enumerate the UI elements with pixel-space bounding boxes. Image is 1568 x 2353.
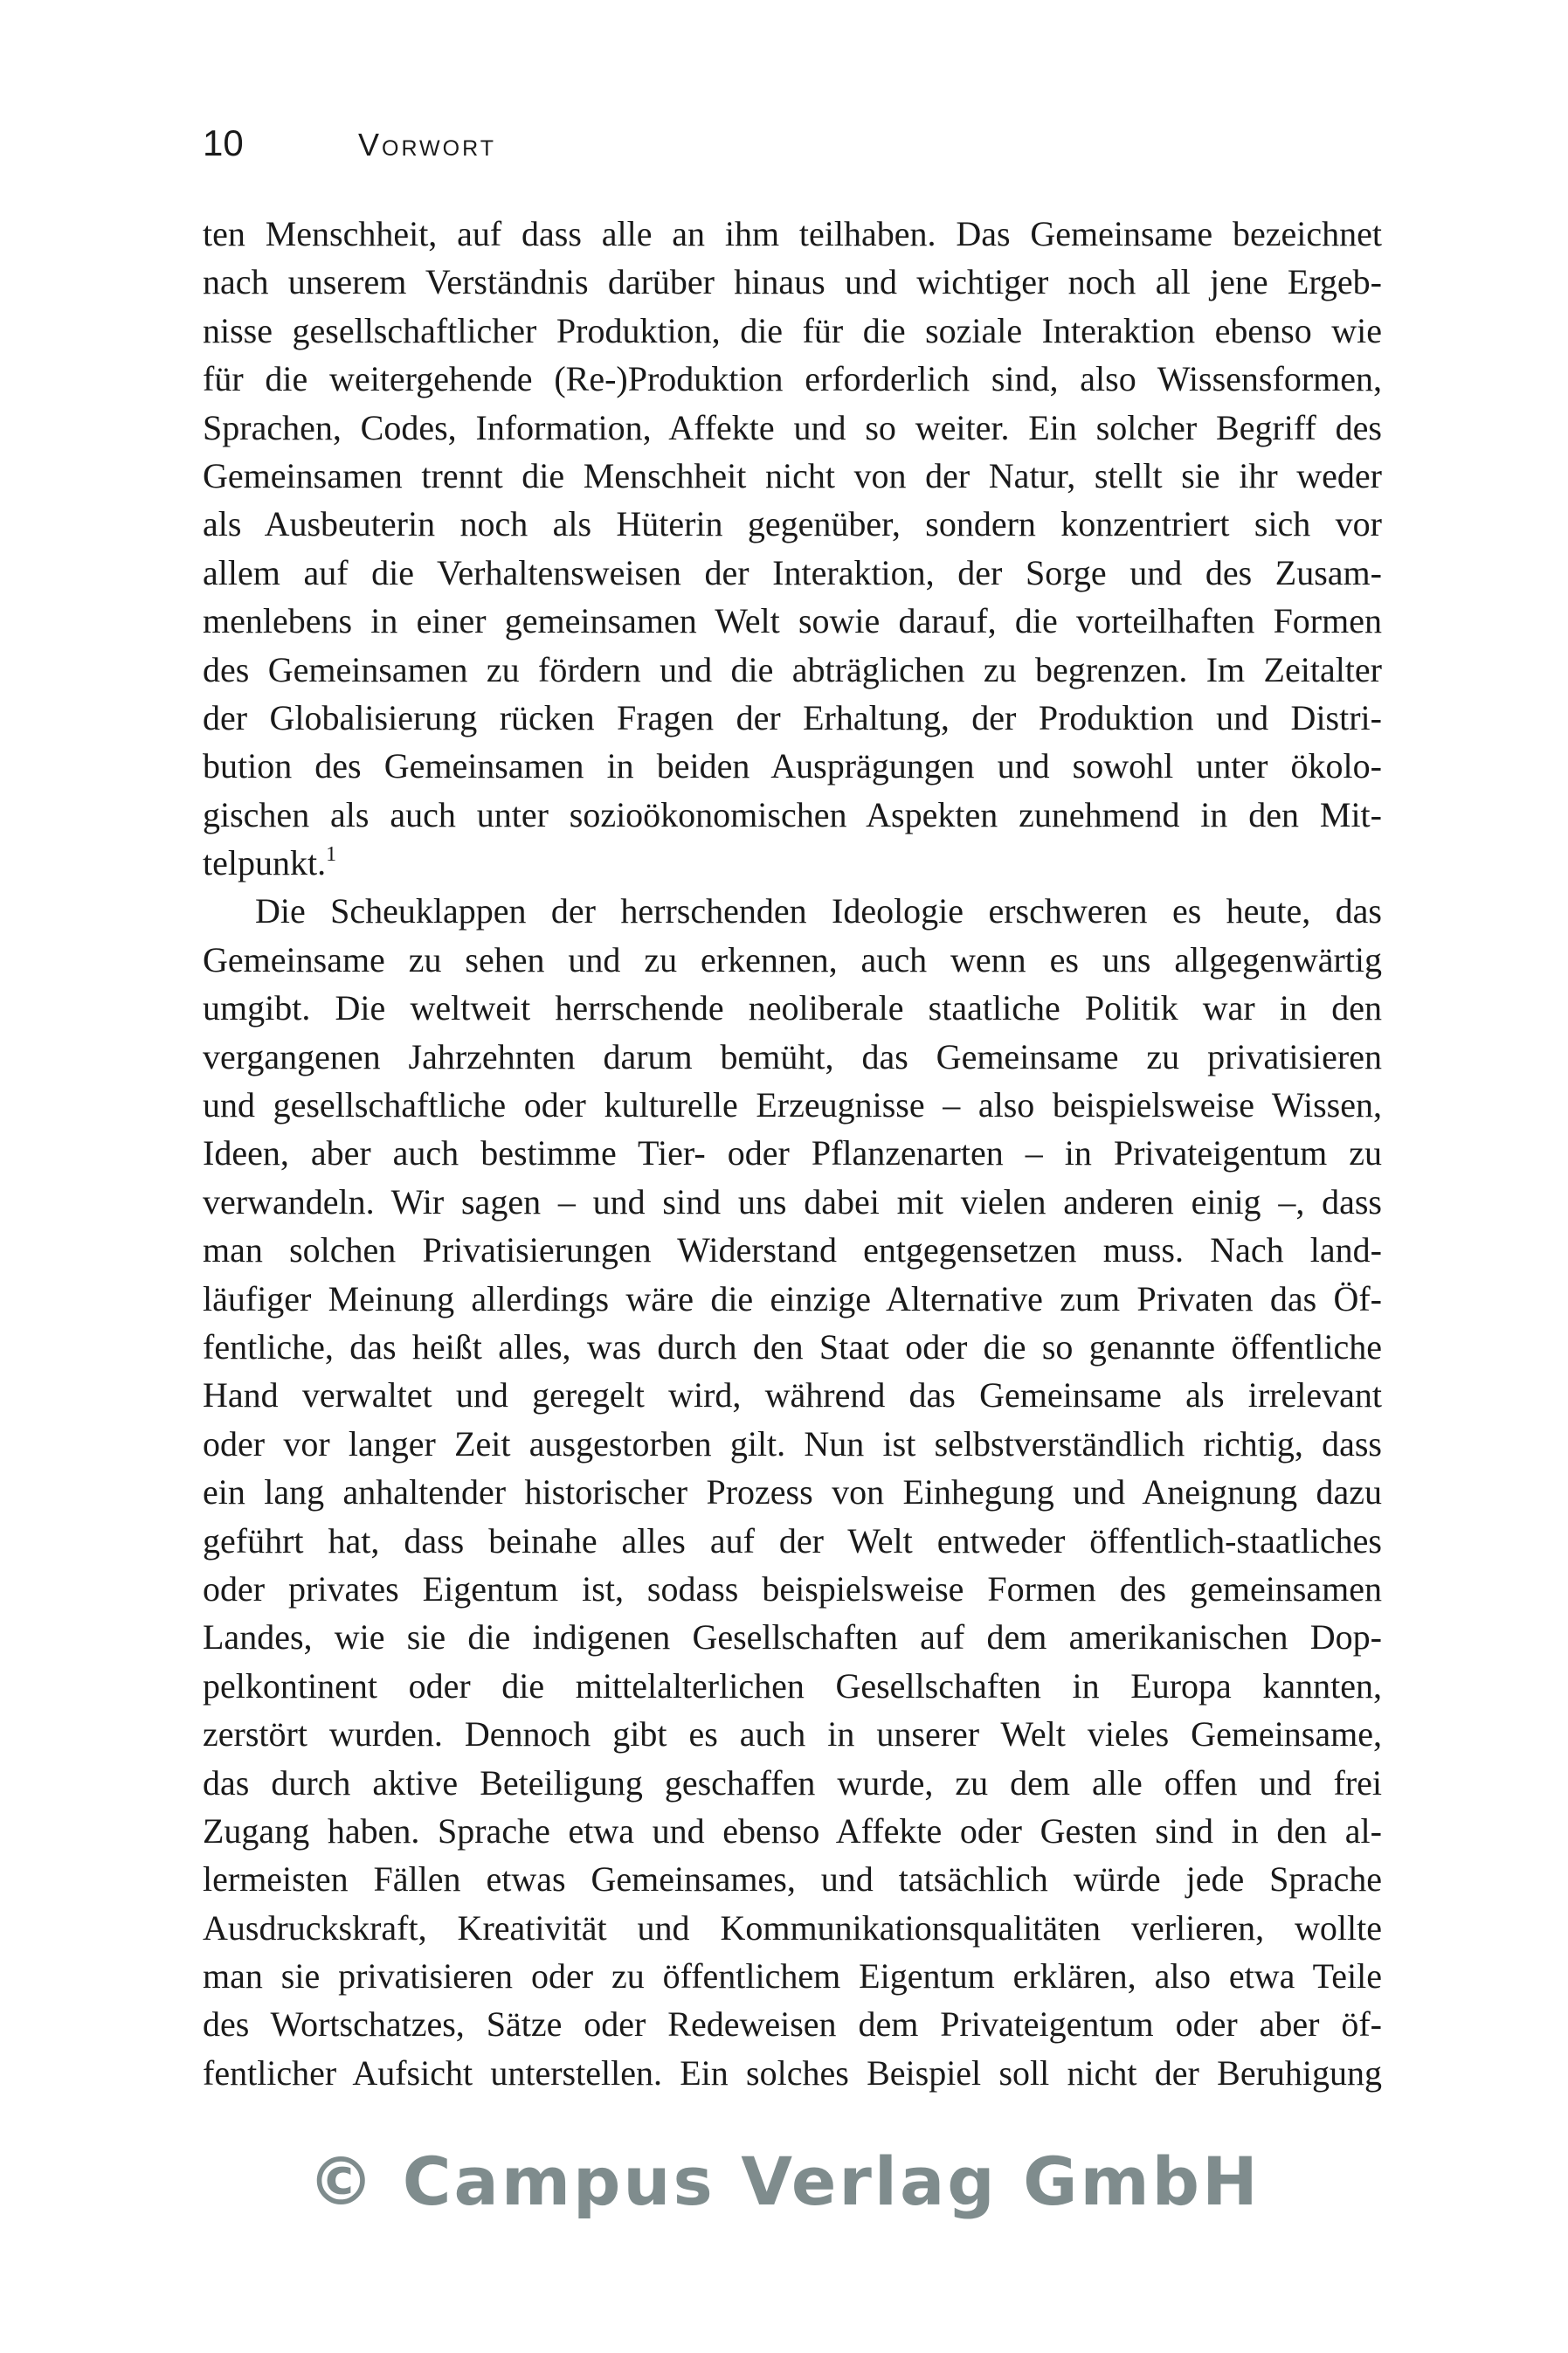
- footnote-reference[interactable]: 1: [326, 843, 337, 867]
- text-line: fentlicher Aufsicht unterstellen. Ein solches Beispiel soll nicht der Beruhigung: [203, 2052, 1382, 2093]
- text-fragment: telpunkt.: [203, 843, 327, 883]
- text-line: gischen als auch unter sozioökonomischen Aspekten zunehmend in den Mit-: [203, 794, 1382, 834]
- text-line: Zugang haben. Sprache etwa und ebenso Affekte oder Gesten sind in den al-: [203, 1810, 1382, 1851]
- text-line-last: [203, 839, 1382, 887]
- text-line: Ausdruckskraft, Kreativität und Kommunikationsqualitäten verlieren, wollte: [203, 1907, 1382, 1948]
- body-text: [203, 210, 1382, 2097]
- text-line: nisse gesellschaftlicher Produktion, die für die soziale Interaktion ebenso wie: [203, 310, 1382, 350]
- text-line: und gesellschaftliche oder kulturelle Erzeugnisse – also beispielsweise Wissen,: [203, 1085, 1382, 1125]
- text-line: Gemeinsamen trennt die Menschheit nicht von der Natur, stellt sie ihr weder: [203, 455, 1382, 495]
- text-line: des Gemeinsamen zu fördern und die abträglichen zu begrenzen. Im Zeitalter: [203, 649, 1382, 689]
- running-head: [203, 122, 496, 175]
- text-line: ein lang anhaltender historischer Prozess von Einhegung und Aneignung dazu: [203, 1472, 1382, 1512]
- paragraph-1: [203, 210, 1382, 887]
- text-line: als Ausbeuterin noch als Hüterin gegenüber, sondern konzentriert sich vor: [203, 504, 1382, 544]
- text-line: zerstört wurden. Dennoch gibt es auch in unserer Welt vieles Gemeinsame,: [203, 1714, 1382, 1754]
- text-line: man solchen Privatisierungen Widerstand entgegensetzen muss. Nach land-: [203, 1230, 1382, 1270]
- text-line: Gemeinsame zu sehen und zu erkennen, auch wenn es uns allgegenwärtig: [203, 939, 1382, 979]
- text-line: lermeisten Fällen etwas Gemeinsames, und tatsächlich würde jede Sprache: [203, 1859, 1382, 1900]
- text-line: läufiger Meinung allerdings wäre die einzige Alternative zum Privaten das Öf-: [203, 1278, 1382, 1318]
- text-line: pelkontinent oder die mittelalterlichen Gesellschaften in Europa kannten,: [203, 1665, 1382, 1706]
- text-line: man sie privatisieren oder zu öffentlichem Eigentum erklären, also etwa Teile: [203, 1956, 1382, 1997]
- running-title: Vorwort: [358, 127, 496, 163]
- text-line: oder vor langer Zeit ausgestorben gilt. Nun ist selbstverständlich richtig, dass: [203, 1423, 1382, 1464]
- text-line: geführt hat, dass beinahe alles auf der Welt entweder öffentlich-staatliches: [203, 1520, 1382, 1561]
- text-line: oder privates Eigentum ist, sodass beispielsweise Formen des gemeinsamen: [203, 1568, 1382, 1609]
- text-line: des Wortschatzes, Sätze oder Redeweisen dem Privateigentum oder aber öf-: [203, 2004, 1382, 2045]
- page-number: 10: [203, 122, 244, 163]
- text-line: nach unserem Verständnis darüber hinaus und wichtiger noch all jene Ergeb-: [203, 262, 1382, 302]
- text-line: ten Menschheit, auf dass alle an ihm teilhaben. Das Gemeinsame bezeichnet: [203, 214, 1382, 253]
- text-line: Landes, wie sie die indigenen Gesellschaften auf dem amerikanischen Dop-: [203, 1617, 1382, 1657]
- paragraph-2: [203, 887, 1382, 2097]
- text-line-indented: Die Scheuklappen der herrschenden Ideologie erschweren es heute, das: [255, 891, 1382, 931]
- text-line: der Globalisierung rücken Fragen der Erhaltung, der Produktion und Distri-: [203, 697, 1382, 737]
- publisher-watermark: © Campus Verlag GmbH: [307, 2142, 1261, 2220]
- text-line: fentliche, das heißt alles, was durch den Staat oder die so genannte öffentliche: [203, 1326, 1382, 1367]
- text-line: verwandeln. Wir sagen – und sind uns dabei mit vielen anderen einig –, dass: [203, 1181, 1382, 1221]
- text-line: allem auf die Verhaltensweisen der Interaktion, der Sorge und des Zusam-: [203, 552, 1382, 592]
- text-line: das durch aktive Beteiligung geschaffen wurde, zu dem alle offen und frei: [203, 1762, 1382, 1803]
- text-line: umgibt. Die weltweit herrschende neoliberale staatliche Politik war in den: [203, 988, 1382, 1028]
- text-line: menlebens in einer gemeinsamen Welt sowie darauf, die vorteilhaften Formen: [203, 601, 1382, 641]
- text-line: Hand verwaltet und geregelt wird, während das Gemeinsame als irrelevant: [203, 1375, 1382, 1415]
- text-line: Sprachen, Codes, Information, Affekte und so weiter. Ein solcher Begriff des: [203, 407, 1382, 447]
- text-line: für die weitergehende (Re-)Produktion erforderlich sind, also Wissensformen,: [203, 359, 1382, 399]
- text-line: vergangenen Jahrzehnten darum bemüht, das Gemeinsame zu privatisieren: [203, 1036, 1382, 1076]
- text-line: bution des Gemeinsamen in beiden Ausprägungen und sowohl unter ökolo-: [203, 746, 1382, 786]
- text-line: Ideen, aber auch bestimme Tier- oder Pflanzenarten – in Privateigentum zu: [203, 1133, 1382, 1173]
